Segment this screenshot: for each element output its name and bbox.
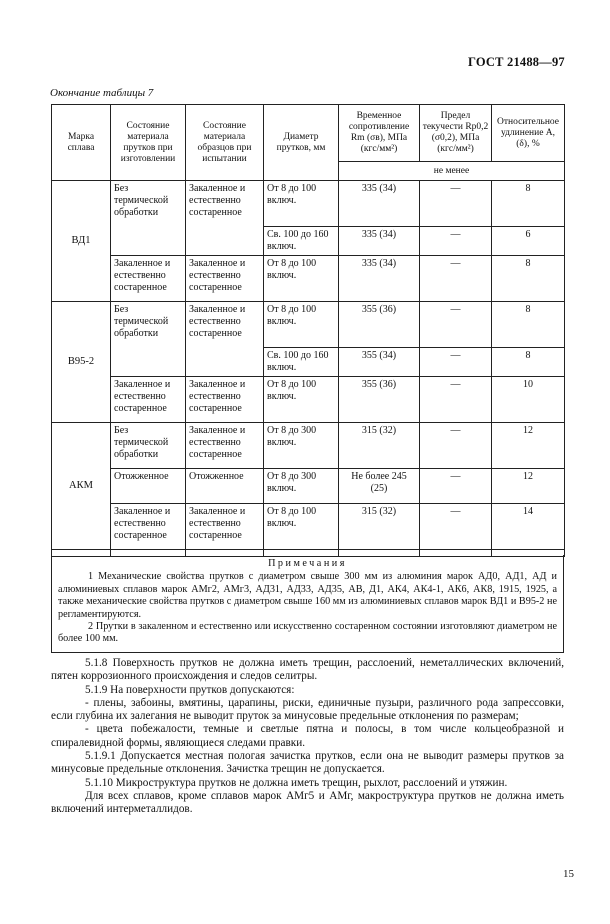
- strength-cell: 335 (34): [339, 227, 420, 256]
- state-rod-cell: Закаленное и естественно состаренное: [111, 504, 186, 550]
- diameter-cell: От 8 до 100 включ.: [264, 302, 339, 348]
- elongation-cell: 10: [492, 377, 565, 423]
- state-sample-cell: Закаленное и естественно состаренное: [186, 256, 264, 302]
- state-sample-cell: Закаленное и естественно состаренное: [186, 377, 264, 423]
- diameter-cell: От 8 до 300 включ.: [264, 469, 339, 504]
- elongation-cell: 8: [492, 256, 565, 302]
- yield-cell: —: [420, 423, 492, 469]
- paragraph: - плены, забоины, вмятины, царапины, риски, единичные пузыри, различного рода запрессовки, если глубина их залегания не выводит пруток за минусовые предельные отклонения по размерам;: [51, 696, 564, 723]
- col-header-state-sample: Состояние материала образцов при испытании: [186, 105, 264, 181]
- yield-cell: —: [420, 256, 492, 302]
- elongation-cell: 8: [492, 302, 565, 348]
- paragraph: 5.1.9 На поверхности прутков допускаются:: [85, 683, 295, 696]
- header-row: [52, 105, 565, 162]
- state-sample-cell: Отожженное: [186, 469, 264, 504]
- strength-cell: 355 (34): [339, 348, 420, 377]
- yield-cell: —: [420, 504, 492, 550]
- standard-header: ГОСТ 21488—97: [468, 55, 565, 69]
- paragraph: - цвета побежалости, темные и светлые пятна и полосы, в том числе кольцеобразной и спиралевидной формы, являющиеся следами правки.: [51, 723, 564, 749]
- strength-cell: 315 (32): [339, 504, 420, 550]
- state-rod-cell: Отожженное: [111, 469, 186, 504]
- strength-cell: 315 (32): [339, 423, 420, 469]
- elongation-cell: 12: [492, 469, 565, 504]
- col-header-diameter: Диаметр прутков, мм: [264, 105, 339, 181]
- paragraph: Для всех сплавов, кроме сплавов марок АМг5 и АМг, макроструктура прутков не должна иметь включений интерметаллидов.: [51, 789, 564, 816]
- elongation-cell: 14: [492, 504, 565, 550]
- col-header-strength: Временное сопротивление Rm (σв), МПа (кгс/мм²): [339, 105, 420, 162]
- elongation-cell: 12: [492, 423, 565, 469]
- diameter-cell: От 8 до 100 включ.: [264, 256, 339, 302]
- strength-cell: 335 (34): [339, 181, 420, 227]
- diameter-cell: От 8 до 300 включ.: [264, 423, 339, 469]
- elongation-cell: 8: [492, 348, 565, 377]
- yield-cell: —: [420, 377, 492, 423]
- yield-cell: —: [420, 302, 492, 348]
- note-item: 2 Прутки в закаленном и естественно или искусственно состаренном состоянии изготовляют диаметром не более 100 мм.: [58, 621, 557, 645]
- alloy-cell: ВД1: [52, 181, 111, 302]
- table-row: [52, 256, 565, 302]
- state-rod-cell: Без термической обработки: [111, 302, 186, 377]
- table-row: [52, 377, 565, 423]
- diameter-cell: Св. 100 до 160 включ.: [264, 348, 339, 377]
- strength-cell: 335 (34): [339, 256, 420, 302]
- note-item: 1 Механические свойства прутков с диаметром свыше 300 мм из алюминия марок АД0, АД1, АД и алюминиевых сплавов марок АМг2, АМг3, АД31, АД33, АД35, АВ, Д1, АК4, АК4-1, АК6, АК8, 1915, 1925, а также механические свойства прутков с диаметром свыше 160 мм из алюминиевых сплавов марок ВД1 и В95-2 не регламентируются.: [58, 571, 557, 620]
- col-header-yield: Предел текучести Rp0,2 (σ0,2), МПа (кгс/мм²): [420, 105, 492, 162]
- col-header-alloy: Марка сплава: [52, 105, 111, 181]
- state-sample-cell: Закаленное и естественно состаренное: [186, 504, 264, 550]
- diameter-cell: От 8 до 100 включ.: [264, 504, 339, 550]
- table-row: [52, 504, 565, 550]
- diameter-cell: От 8 до 100 включ.: [264, 181, 339, 227]
- alloy-cell: АКМ: [52, 423, 111, 550]
- alloy-cell: В95-2: [52, 302, 111, 423]
- yield-cell: —: [420, 227, 492, 256]
- strength-cell: 355 (36): [339, 377, 420, 423]
- table-row: [52, 423, 565, 469]
- col-header-state-rod: Состояние материала прутков при изготовлении: [111, 105, 186, 181]
- col-header-elongation: Относительное удлинение A, (δ), %: [492, 105, 565, 162]
- table-row: [52, 469, 565, 504]
- state-sample-cell: Закаленное и естественно состаренное: [186, 423, 264, 469]
- state-sample-cell: Закаленное и естественно состаренное: [186, 181, 264, 256]
- state-sample-cell: Закаленное и естественно состаренное: [186, 302, 264, 377]
- page-number: 15: [563, 868, 574, 880]
- table-row: [52, 181, 565, 227]
- yield-cell: —: [420, 469, 492, 504]
- paragraph: 5.1.9.1 Допускается местная пологая зачистка прутков, если она не выводит размеры прутков за минусовые предельные отклонения. Зачистка трещин не допускается.: [51, 750, 564, 776]
- state-rod-cell: Закаленное и естественно состаренное: [111, 256, 186, 302]
- strength-cell: Не более 245 (25): [339, 469, 420, 504]
- state-rod-cell: Закаленное и естественно состаренное: [111, 377, 186, 423]
- diameter-cell: Св. 100 до 160 включ.: [264, 227, 339, 256]
- paragraph: 5.1.10 Микроструктура прутков не должна иметь трещин, рыхлот, расслоений и утяжин.: [85, 776, 508, 789]
- notes-title: Примечания: [268, 558, 347, 569]
- body-text: [51, 657, 564, 817]
- table-notes: [51, 555, 564, 653]
- table-row: [52, 302, 565, 348]
- properties-table: [51, 104, 565, 557]
- state-rod-cell: Без термической обработки: [111, 181, 186, 256]
- min-note: не менее: [339, 162, 565, 181]
- elongation-cell: 6: [492, 227, 565, 256]
- diameter-cell: От 8 до 100 включ.: [264, 377, 339, 423]
- table-caption: Окончание таблицы 7: [50, 87, 154, 99]
- strength-cell: 355 (36): [339, 302, 420, 348]
- elongation-cell: 8: [492, 181, 565, 227]
- paragraph: 5.1.8 Поверхность прутков не должна иметь трещин, расслоений, неметаллических включений, пятен коррозионного происхождения и следов селитры.: [51, 657, 564, 683]
- state-rod-cell: Без термической обработки: [111, 423, 186, 469]
- yield-cell: —: [420, 348, 492, 377]
- yield-cell: —: [420, 181, 492, 227]
